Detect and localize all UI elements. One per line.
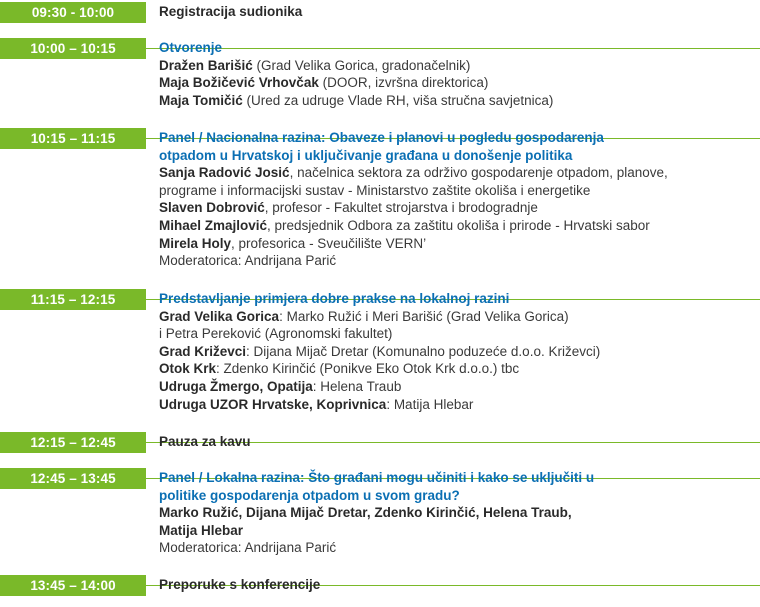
- speaker-desc: : Matija Hlebar: [386, 396, 474, 412]
- speaker-line: [159, 217, 759, 235]
- time-badge: 10:15 – 11:15: [0, 128, 146, 149]
- speaker-desc: , profesorica - Sveučilište VERN’: [231, 235, 427, 251]
- speaker-line: [159, 325, 759, 343]
- session-title: Registracija sudionika: [159, 4, 303, 19]
- session-content: [159, 576, 759, 594]
- speaker-line: [159, 308, 759, 326]
- session-content: [159, 290, 759, 413]
- speaker-desc: : Marko Ružić i Meri Barišić (Grad Velika Gorica): [279, 308, 569, 324]
- speaker-line: [159, 164, 759, 182]
- speaker-name: Sanja Radović Josić: [159, 165, 290, 181]
- speaker-line: [159, 343, 759, 361]
- session-title: Preporuke s konferencije: [159, 577, 321, 592]
- speaker-line: [159, 199, 759, 217]
- speaker-desc: (Ured za udruge Vlade RH, viša stručna savjetnica): [242, 92, 554, 108]
- session-title-line: otpadom u Hrvatskoj i uključivanje građana u donošenje politika: [159, 147, 573, 163]
- speaker-line: [159, 360, 759, 378]
- speaker-line: [159, 522, 759, 540]
- speaker-line: [159, 378, 759, 396]
- speaker-desc: programe i informacijski sustav - Ministarstvo zaštite okoliša i energetike: [159, 182, 591, 198]
- speaker-name: Maja Božičević Vrhovčak: [159, 75, 319, 91]
- speaker-name: Maja Tomičić: [159, 92, 243, 108]
- speaker-line: [159, 396, 759, 414]
- time-badge: 10:00 – 10:15: [0, 38, 146, 59]
- session-content: [159, 39, 759, 109]
- speaker-line: [159, 57, 759, 75]
- moderator-text: Moderatorica: Andrijana Parić: [159, 253, 337, 269]
- speaker-desc: , načelnica sektora za održivo gospodarenje otpadom, planove,: [289, 165, 668, 181]
- time-badge: 12:45 – 13:45: [0, 468, 146, 489]
- session-title-line: politike gospodarenja otpadom u svom gradu?: [159, 487, 460, 503]
- speaker-name: Otok Krk: [159, 361, 217, 377]
- session-title: Predstavljanje primjera dobre prakse na lokalnoj razini: [159, 291, 510, 306]
- session-content: [159, 469, 759, 557]
- session-title: Pauza za kavu: [159, 434, 251, 449]
- speaker-desc: : Dijana Mijač Dretar (Komunalno poduzeće d.o.o. Križevci): [246, 343, 601, 359]
- speaker-line: [159, 182, 759, 200]
- speaker-line: [159, 504, 759, 522]
- moderator-line: [159, 252, 759, 270]
- speaker-names: Matija Hlebar: [159, 522, 244, 538]
- session-title-line: Panel / Nacionalna razina: Obaveze i planovi u pogledu gospodarenja: [159, 130, 604, 145]
- speaker-desc: : Zdenko Kirinčić (Ponikve Eko Otok Krk d.o.o.) tbc: [216, 361, 520, 377]
- speaker-desc: (DOOR, izvršna direktorica): [318, 75, 489, 91]
- speaker-name: Udruga UZOR Hrvatske, Koprivnica: [159, 396, 387, 412]
- session-content: [159, 3, 759, 21]
- speaker-line: [159, 235, 759, 253]
- session-title: Otvorenje: [159, 40, 223, 55]
- speaker-line: [159, 74, 759, 92]
- speaker-names: Marko Ružić, Dijana Mijač Dretar, Zdenko Kirinčić, Helena Traub,: [159, 505, 572, 521]
- speaker-name: Grad Križevci: [159, 343, 247, 359]
- moderator-line: [159, 539, 759, 557]
- speaker-name: Mihael Zmajlović: [159, 217, 268, 233]
- speaker-name: Slaven Dobrović: [159, 200, 265, 216]
- time-badge: 13:45 – 14:00: [0, 575, 146, 596]
- speaker-desc: (Grad Velika Gorica, gradonačelnik): [252, 57, 471, 73]
- speaker-desc: : Helena Traub: [312, 378, 402, 394]
- speaker-desc: , profesor - Fakultet strojarstva i brodogradnje: [264, 200, 538, 216]
- time-badge: 11:15 – 12:15: [0, 289, 146, 310]
- time-badge: 09:30 - 10:00: [0, 2, 146, 23]
- session-content: [159, 129, 759, 270]
- time-badge: 12:15 – 12:45: [0, 432, 146, 453]
- speaker-name: Grad Velika Gorica: [159, 308, 280, 324]
- session-content: [159, 433, 759, 451]
- speaker-line: [159, 92, 759, 110]
- session-title-line: Panel / Lokalna razina: Što građani mogu učiniti i kako se uključiti u: [159, 470, 595, 485]
- speaker-name: Udruga Žmergo, Opatija: [159, 378, 313, 394]
- speaker-name: Dražen Barišić: [159, 57, 253, 73]
- speaker-desc: i Petra Pereković (Agronomski fakultet): [159, 326, 393, 342]
- speaker-desc: , predsjednik Odbora za zaštitu okoliša i prirode - Hrvatski sabor: [267, 217, 650, 233]
- moderator-text: Moderatorica: Andrijana Parić: [159, 540, 337, 556]
- speaker-name: Mirela Holy: [159, 235, 232, 251]
